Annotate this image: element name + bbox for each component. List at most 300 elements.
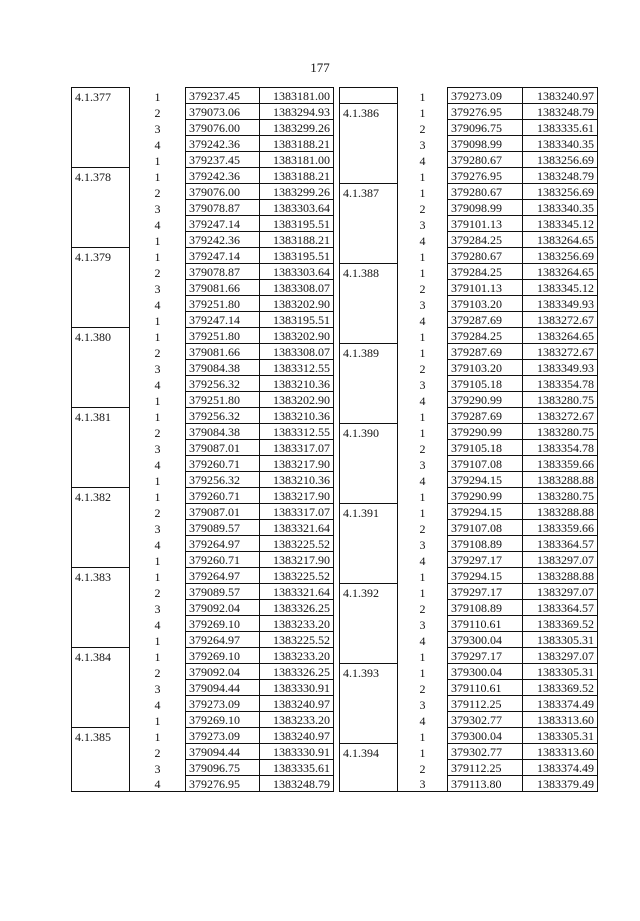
point-number-cell: 4 [398, 552, 448, 568]
point-number-cell: 2 [398, 120, 448, 136]
y-coordinate-cell: 1383202.90 [260, 328, 334, 344]
parcel-id-cell: 4.1.379 [72, 248, 130, 264]
x-coordinate-cell: 379073.06 [186, 104, 260, 120]
x-coordinate-cell: 379081.66 [186, 280, 260, 296]
parcel-id-cell [72, 104, 130, 120]
parcel-id-cell [72, 664, 130, 680]
parcel-id-cell [340, 216, 398, 232]
parcel-id-cell [340, 88, 398, 104]
point-number-cell: 1 [130, 712, 186, 728]
table-row [340, 456, 598, 472]
point-number-cell: 4 [398, 152, 448, 168]
y-coordinate-cell: 1383188.21 [260, 136, 334, 152]
x-coordinate-cell: 379247.14 [186, 216, 260, 232]
y-coordinate-cell: 1383354.78 [523, 376, 598, 392]
parcel-id-cell: 4.1.389 [340, 344, 398, 360]
point-number-cell: 1 [130, 312, 186, 328]
parcel-id-cell [340, 312, 398, 328]
coordinates-table-right [339, 87, 598, 792]
x-coordinate-cell: 379269.10 [186, 648, 260, 664]
parcel-id-cell: 4.1.381 [72, 408, 130, 424]
parcel-id-cell [72, 616, 130, 632]
point-number-cell: 2 [398, 680, 448, 696]
parcel-id-cell [340, 280, 398, 296]
y-coordinate-cell: 1383233.20 [260, 712, 334, 728]
x-coordinate-cell: 379103.20 [448, 360, 523, 376]
y-coordinate-cell: 1383181.00 [260, 152, 334, 168]
parcel-id-cell: 4.1.386 [340, 104, 398, 120]
x-coordinate-cell: 379098.99 [448, 200, 523, 216]
parcel-id-cell [72, 536, 130, 552]
y-coordinate-cell: 1383359.66 [523, 520, 598, 536]
y-coordinate-cell: 1383280.75 [523, 392, 598, 408]
y-coordinate-cell: 1383313.60 [523, 744, 598, 760]
y-coordinate-cell: 1383272.67 [523, 344, 598, 360]
parcel-id-cell [72, 600, 130, 616]
point-number-cell: 3 [398, 616, 448, 632]
point-number-cell: 4 [398, 392, 448, 408]
point-number-cell: 3 [398, 376, 448, 392]
x-coordinate-cell: 379237.45 [186, 152, 260, 168]
x-coordinate-cell: 379284.25 [448, 232, 523, 248]
point-number-cell: 3 [398, 696, 448, 712]
point-number-cell: 2 [130, 664, 186, 680]
parcel-id-cell [340, 776, 398, 792]
y-coordinate-cell: 1383272.67 [523, 312, 598, 328]
parcel-id-cell [340, 648, 398, 664]
y-coordinate-cell: 1383379.49 [523, 776, 598, 792]
point-number-cell: 3 [130, 280, 186, 296]
point-number-cell: 3 [398, 456, 448, 472]
point-number-cell: 4 [130, 536, 186, 552]
x-coordinate-cell: 379256.32 [186, 376, 260, 392]
y-coordinate-cell: 1383256.69 [523, 184, 598, 200]
y-coordinate-cell: 1383359.66 [523, 456, 598, 472]
parcel-id-cell: 4.1.387 [340, 184, 398, 200]
parcel-id-cell [340, 328, 398, 344]
parcel-id-cell [72, 264, 130, 280]
parcel-id-cell [340, 248, 398, 264]
x-coordinate-cell: 379269.10 [186, 712, 260, 728]
point-number-cell: 4 [130, 456, 186, 472]
point-number-cell: 1 [130, 232, 186, 248]
y-coordinate-cell: 1383294.93 [260, 104, 334, 120]
point-number-cell: 3 [130, 440, 186, 456]
x-coordinate-cell: 379284.25 [448, 264, 523, 280]
x-coordinate-cell: 379096.75 [448, 120, 523, 136]
point-number-cell: 4 [398, 632, 448, 648]
table-row [72, 648, 334, 664]
parcel-id-cell [72, 696, 130, 712]
table-row [72, 440, 334, 456]
point-number-cell: 2 [398, 360, 448, 376]
point-number-cell: 2 [130, 104, 186, 120]
table-row [72, 712, 334, 728]
parcel-id-cell: 4.1.393 [340, 664, 398, 680]
x-coordinate-cell: 379273.09 [448, 88, 523, 104]
table-row [72, 520, 334, 536]
point-number-cell: 4 [130, 136, 186, 152]
x-coordinate-cell: 379273.09 [186, 728, 260, 744]
table-row [340, 648, 598, 664]
parcel-id-cell [72, 472, 130, 488]
x-coordinate-cell: 379110.61 [448, 616, 523, 632]
point-number-cell: 1 [130, 168, 186, 184]
parcel-id-cell [340, 200, 398, 216]
table-row [340, 280, 598, 296]
x-coordinate-cell: 379089.57 [186, 520, 260, 536]
y-coordinate-cell: 1383240.97 [523, 88, 598, 104]
parcel-id-cell [340, 600, 398, 616]
x-coordinate-cell: 379251.80 [186, 296, 260, 312]
parcel-id-cell [72, 744, 130, 760]
y-coordinate-cell: 1383188.21 [260, 168, 334, 184]
y-coordinate-cell: 1383233.20 [260, 616, 334, 632]
x-coordinate-cell: 379076.00 [186, 184, 260, 200]
y-coordinate-cell: 1383321.64 [260, 520, 334, 536]
table-row [72, 408, 334, 424]
table-row [72, 152, 334, 168]
parcel-id-cell: 4.1.377 [72, 88, 130, 104]
y-coordinate-cell: 1383288.88 [523, 472, 598, 488]
y-coordinate-cell: 1383181.00 [260, 88, 334, 104]
parcel-id-cell: 4.1.382 [72, 488, 130, 504]
parcel-id-cell: 4.1.385 [72, 728, 130, 744]
table-row [340, 136, 598, 152]
y-coordinate-cell: 1383195.51 [260, 248, 334, 264]
table-row [340, 424, 598, 440]
table-row [340, 488, 598, 504]
y-coordinate-cell: 1383210.36 [260, 472, 334, 488]
parcel-id-cell [72, 760, 130, 776]
table-row [340, 392, 598, 408]
y-coordinate-cell: 1383308.07 [260, 344, 334, 360]
point-number-cell: 4 [130, 776, 186, 792]
y-coordinate-cell: 1383364.57 [523, 600, 598, 616]
point-number-cell: 3 [398, 776, 448, 792]
y-coordinate-cell: 1383195.51 [260, 312, 334, 328]
parcel-id-cell [72, 136, 130, 152]
x-coordinate-cell: 379108.89 [448, 536, 523, 552]
x-coordinate-cell: 379276.95 [186, 776, 260, 792]
point-number-cell: 1 [398, 744, 448, 760]
table-row [72, 248, 334, 264]
x-coordinate-cell: 379089.57 [186, 584, 260, 600]
table-row [72, 328, 334, 344]
point-number-cell: 1 [398, 328, 448, 344]
point-number-cell: 1 [398, 504, 448, 520]
parcel-id-cell: 4.1.394 [340, 744, 398, 760]
table-row [340, 504, 598, 520]
point-number-cell: 4 [130, 296, 186, 312]
parcel-id-cell: 4.1.384 [72, 648, 130, 664]
table-row [72, 632, 334, 648]
x-coordinate-cell: 379107.08 [448, 456, 523, 472]
x-coordinate-cell: 379260.71 [186, 552, 260, 568]
point-number-cell: 3 [130, 520, 186, 536]
parcel-id-cell: 4.1.383 [72, 568, 130, 584]
parcel-id-cell [340, 232, 398, 248]
parcel-id-cell [340, 440, 398, 456]
x-coordinate-cell: 379101.13 [448, 280, 523, 296]
table-row [72, 296, 334, 312]
point-number-cell: 1 [398, 408, 448, 424]
point-number-cell: 1 [398, 184, 448, 200]
table-row [72, 456, 334, 472]
point-number-cell: 1 [130, 648, 186, 664]
parcel-id-cell [340, 120, 398, 136]
parcel-id-cell [72, 632, 130, 648]
y-coordinate-cell: 1383303.64 [260, 264, 334, 280]
point-number-cell: 2 [130, 344, 186, 360]
y-coordinate-cell: 1383195.51 [260, 216, 334, 232]
point-number-cell: 3 [130, 600, 186, 616]
parcel-id-cell [72, 200, 130, 216]
table-row [340, 536, 598, 552]
table-row [340, 344, 598, 360]
parcel-id-cell [340, 632, 398, 648]
table-row [340, 296, 598, 312]
point-number-cell: 1 [398, 424, 448, 440]
parcel-id-cell: 4.1.388 [340, 264, 398, 280]
parcel-id-cell [72, 392, 130, 408]
y-coordinate-cell: 1383299.26 [260, 184, 334, 200]
table-row [72, 568, 334, 584]
y-coordinate-cell: 1383312.55 [260, 360, 334, 376]
point-number-cell: 4 [398, 712, 448, 728]
x-coordinate-cell: 379113.80 [448, 776, 523, 792]
x-coordinate-cell: 379078.87 [186, 264, 260, 280]
table-row [72, 376, 334, 392]
table-row [72, 312, 334, 328]
point-number-cell: 1 [398, 168, 448, 184]
table-row [72, 728, 334, 744]
x-coordinate-cell: 379110.61 [448, 680, 523, 696]
point-number-cell: 2 [130, 184, 186, 200]
point-number-cell: 1 [130, 408, 186, 424]
table-row [72, 536, 334, 552]
x-coordinate-cell: 379247.14 [186, 248, 260, 264]
point-number-cell: 2 [398, 600, 448, 616]
x-coordinate-cell: 379300.04 [448, 664, 523, 680]
parcel-id-cell [72, 776, 130, 792]
table-row [72, 424, 334, 440]
table-row [72, 104, 334, 120]
point-number-cell: 4 [130, 696, 186, 712]
y-coordinate-cell: 1383305.31 [523, 728, 598, 744]
table-row [72, 344, 334, 360]
y-coordinate-cell: 1383280.75 [523, 488, 598, 504]
parcel-id-cell [72, 712, 130, 728]
x-coordinate-cell: 379276.95 [448, 104, 523, 120]
y-coordinate-cell: 1383369.52 [523, 680, 598, 696]
x-coordinate-cell: 379273.09 [186, 696, 260, 712]
y-coordinate-cell: 1383280.75 [523, 424, 598, 440]
parcel-id-cell [72, 680, 130, 696]
table-row [340, 616, 598, 632]
table-row [72, 264, 334, 280]
point-number-cell: 3 [398, 216, 448, 232]
parcel-id-cell: 4.1.391 [340, 504, 398, 520]
point-number-cell: 2 [398, 280, 448, 296]
x-coordinate-cell: 379294.15 [448, 568, 523, 584]
point-number-cell: 3 [398, 136, 448, 152]
x-coordinate-cell: 379294.15 [448, 504, 523, 520]
x-coordinate-cell: 379297.17 [448, 648, 523, 664]
point-number-cell: 3 [130, 360, 186, 376]
parcel-id-cell [340, 760, 398, 776]
table-row [72, 232, 334, 248]
table-row [340, 680, 598, 696]
parcel-id-cell [340, 456, 398, 472]
table-row [72, 488, 334, 504]
y-coordinate-cell: 1383305.31 [523, 664, 598, 680]
y-coordinate-cell: 1383256.69 [523, 248, 598, 264]
x-coordinate-cell: 379251.80 [186, 392, 260, 408]
y-coordinate-cell: 1383335.61 [260, 760, 334, 776]
y-coordinate-cell: 1383288.88 [523, 568, 598, 584]
parcel-id-cell: 4.1.378 [72, 168, 130, 184]
point-number-cell: 3 [130, 760, 186, 776]
y-coordinate-cell: 1383217.90 [260, 552, 334, 568]
x-coordinate-cell: 379112.25 [448, 696, 523, 712]
point-number-cell: 2 [398, 200, 448, 216]
parcel-id-cell [340, 520, 398, 536]
y-coordinate-cell: 1383217.90 [260, 488, 334, 504]
table-row [340, 584, 598, 600]
point-number-cell: 1 [130, 488, 186, 504]
x-coordinate-cell: 379094.44 [186, 680, 260, 696]
table-row [340, 312, 598, 328]
table-row [72, 200, 334, 216]
y-coordinate-cell: 1383374.49 [523, 696, 598, 712]
y-coordinate-cell: 1383240.97 [260, 696, 334, 712]
table-row [72, 696, 334, 712]
table-row [340, 712, 598, 728]
x-coordinate-cell: 379297.17 [448, 584, 523, 600]
page-number: 177 [310, 60, 330, 75]
parcel-id-cell [340, 376, 398, 392]
point-number-cell: 1 [398, 664, 448, 680]
y-coordinate-cell: 1383374.49 [523, 760, 598, 776]
x-coordinate-cell: 379087.01 [186, 440, 260, 456]
table-row [340, 328, 598, 344]
x-coordinate-cell: 379280.67 [448, 184, 523, 200]
table-row [72, 120, 334, 136]
table-row [340, 520, 598, 536]
point-number-cell: 1 [130, 88, 186, 104]
table-row [340, 360, 598, 376]
point-number-cell: 3 [398, 536, 448, 552]
y-coordinate-cell: 1383248.79 [523, 168, 598, 184]
parcel-id-cell [340, 360, 398, 376]
x-coordinate-cell: 379276.95 [448, 168, 523, 184]
point-number-cell: 3 [130, 200, 186, 216]
parcel-id-cell [72, 232, 130, 248]
x-coordinate-cell: 379287.69 [448, 344, 523, 360]
table-row [340, 552, 598, 568]
x-coordinate-cell: 379290.99 [448, 424, 523, 440]
x-coordinate-cell: 379076.00 [186, 120, 260, 136]
point-number-cell: 1 [398, 264, 448, 280]
table-row [72, 136, 334, 152]
table-row [72, 600, 334, 616]
y-coordinate-cell: 1383354.78 [523, 440, 598, 456]
parcel-id-cell [72, 584, 130, 600]
y-coordinate-cell: 1383248.79 [523, 104, 598, 120]
table-row [340, 376, 598, 392]
parcel-id-cell [340, 728, 398, 744]
point-number-cell: 2 [398, 440, 448, 456]
table-body [72, 88, 334, 792]
table-row [340, 568, 598, 584]
parcel-id-cell: 4.1.380 [72, 328, 130, 344]
x-coordinate-cell: 379098.99 [448, 136, 523, 152]
parcel-id-cell [340, 568, 398, 584]
x-coordinate-cell: 379302.77 [448, 744, 523, 760]
table-row [340, 472, 598, 488]
parcel-id-cell [72, 440, 130, 456]
x-coordinate-cell: 379096.75 [186, 760, 260, 776]
table-row [340, 200, 598, 216]
x-coordinate-cell: 379247.14 [186, 312, 260, 328]
table-row [340, 88, 598, 104]
x-coordinate-cell: 379103.20 [448, 296, 523, 312]
point-number-cell: 1 [398, 248, 448, 264]
table-row [72, 584, 334, 600]
point-number-cell: 1 [398, 488, 448, 504]
x-coordinate-cell: 379290.99 [448, 392, 523, 408]
parcel-id-cell [340, 712, 398, 728]
table-row [340, 168, 598, 184]
y-coordinate-cell: 1383297.07 [523, 584, 598, 600]
y-coordinate-cell: 1383369.52 [523, 616, 598, 632]
x-coordinate-cell: 379084.38 [186, 360, 260, 376]
x-coordinate-cell: 379107.08 [448, 520, 523, 536]
parcel-id-cell [72, 376, 130, 392]
point-number-cell: 1 [130, 472, 186, 488]
parcel-id-cell [340, 552, 398, 568]
point-number-cell: 2 [130, 504, 186, 520]
y-coordinate-cell: 1383349.93 [523, 360, 598, 376]
point-number-cell: 3 [130, 120, 186, 136]
parcel-id-cell [72, 280, 130, 296]
point-number-cell: 2 [130, 584, 186, 600]
x-coordinate-cell: 379264.97 [186, 568, 260, 584]
x-coordinate-cell: 379300.04 [448, 632, 523, 648]
y-coordinate-cell: 1383321.64 [260, 584, 334, 600]
parcel-id-cell [340, 616, 398, 632]
table-row [72, 280, 334, 296]
y-coordinate-cell: 1383364.57 [523, 536, 598, 552]
y-coordinate-cell: 1383188.21 [260, 232, 334, 248]
x-coordinate-cell: 379264.97 [186, 536, 260, 552]
y-coordinate-cell: 1383264.65 [523, 232, 598, 248]
y-coordinate-cell: 1383317.07 [260, 440, 334, 456]
y-coordinate-cell: 1383330.91 [260, 680, 334, 696]
parcel-id-cell [340, 152, 398, 168]
parcel-id-cell [340, 536, 398, 552]
table-row [72, 88, 334, 104]
table-row [340, 232, 598, 248]
y-coordinate-cell: 1383217.90 [260, 456, 334, 472]
x-coordinate-cell: 379087.01 [186, 504, 260, 520]
y-coordinate-cell: 1383264.65 [523, 264, 598, 280]
point-number-cell: 1 [398, 104, 448, 120]
table-row [340, 696, 598, 712]
x-coordinate-cell: 379237.45 [186, 88, 260, 104]
x-coordinate-cell: 379280.67 [448, 248, 523, 264]
